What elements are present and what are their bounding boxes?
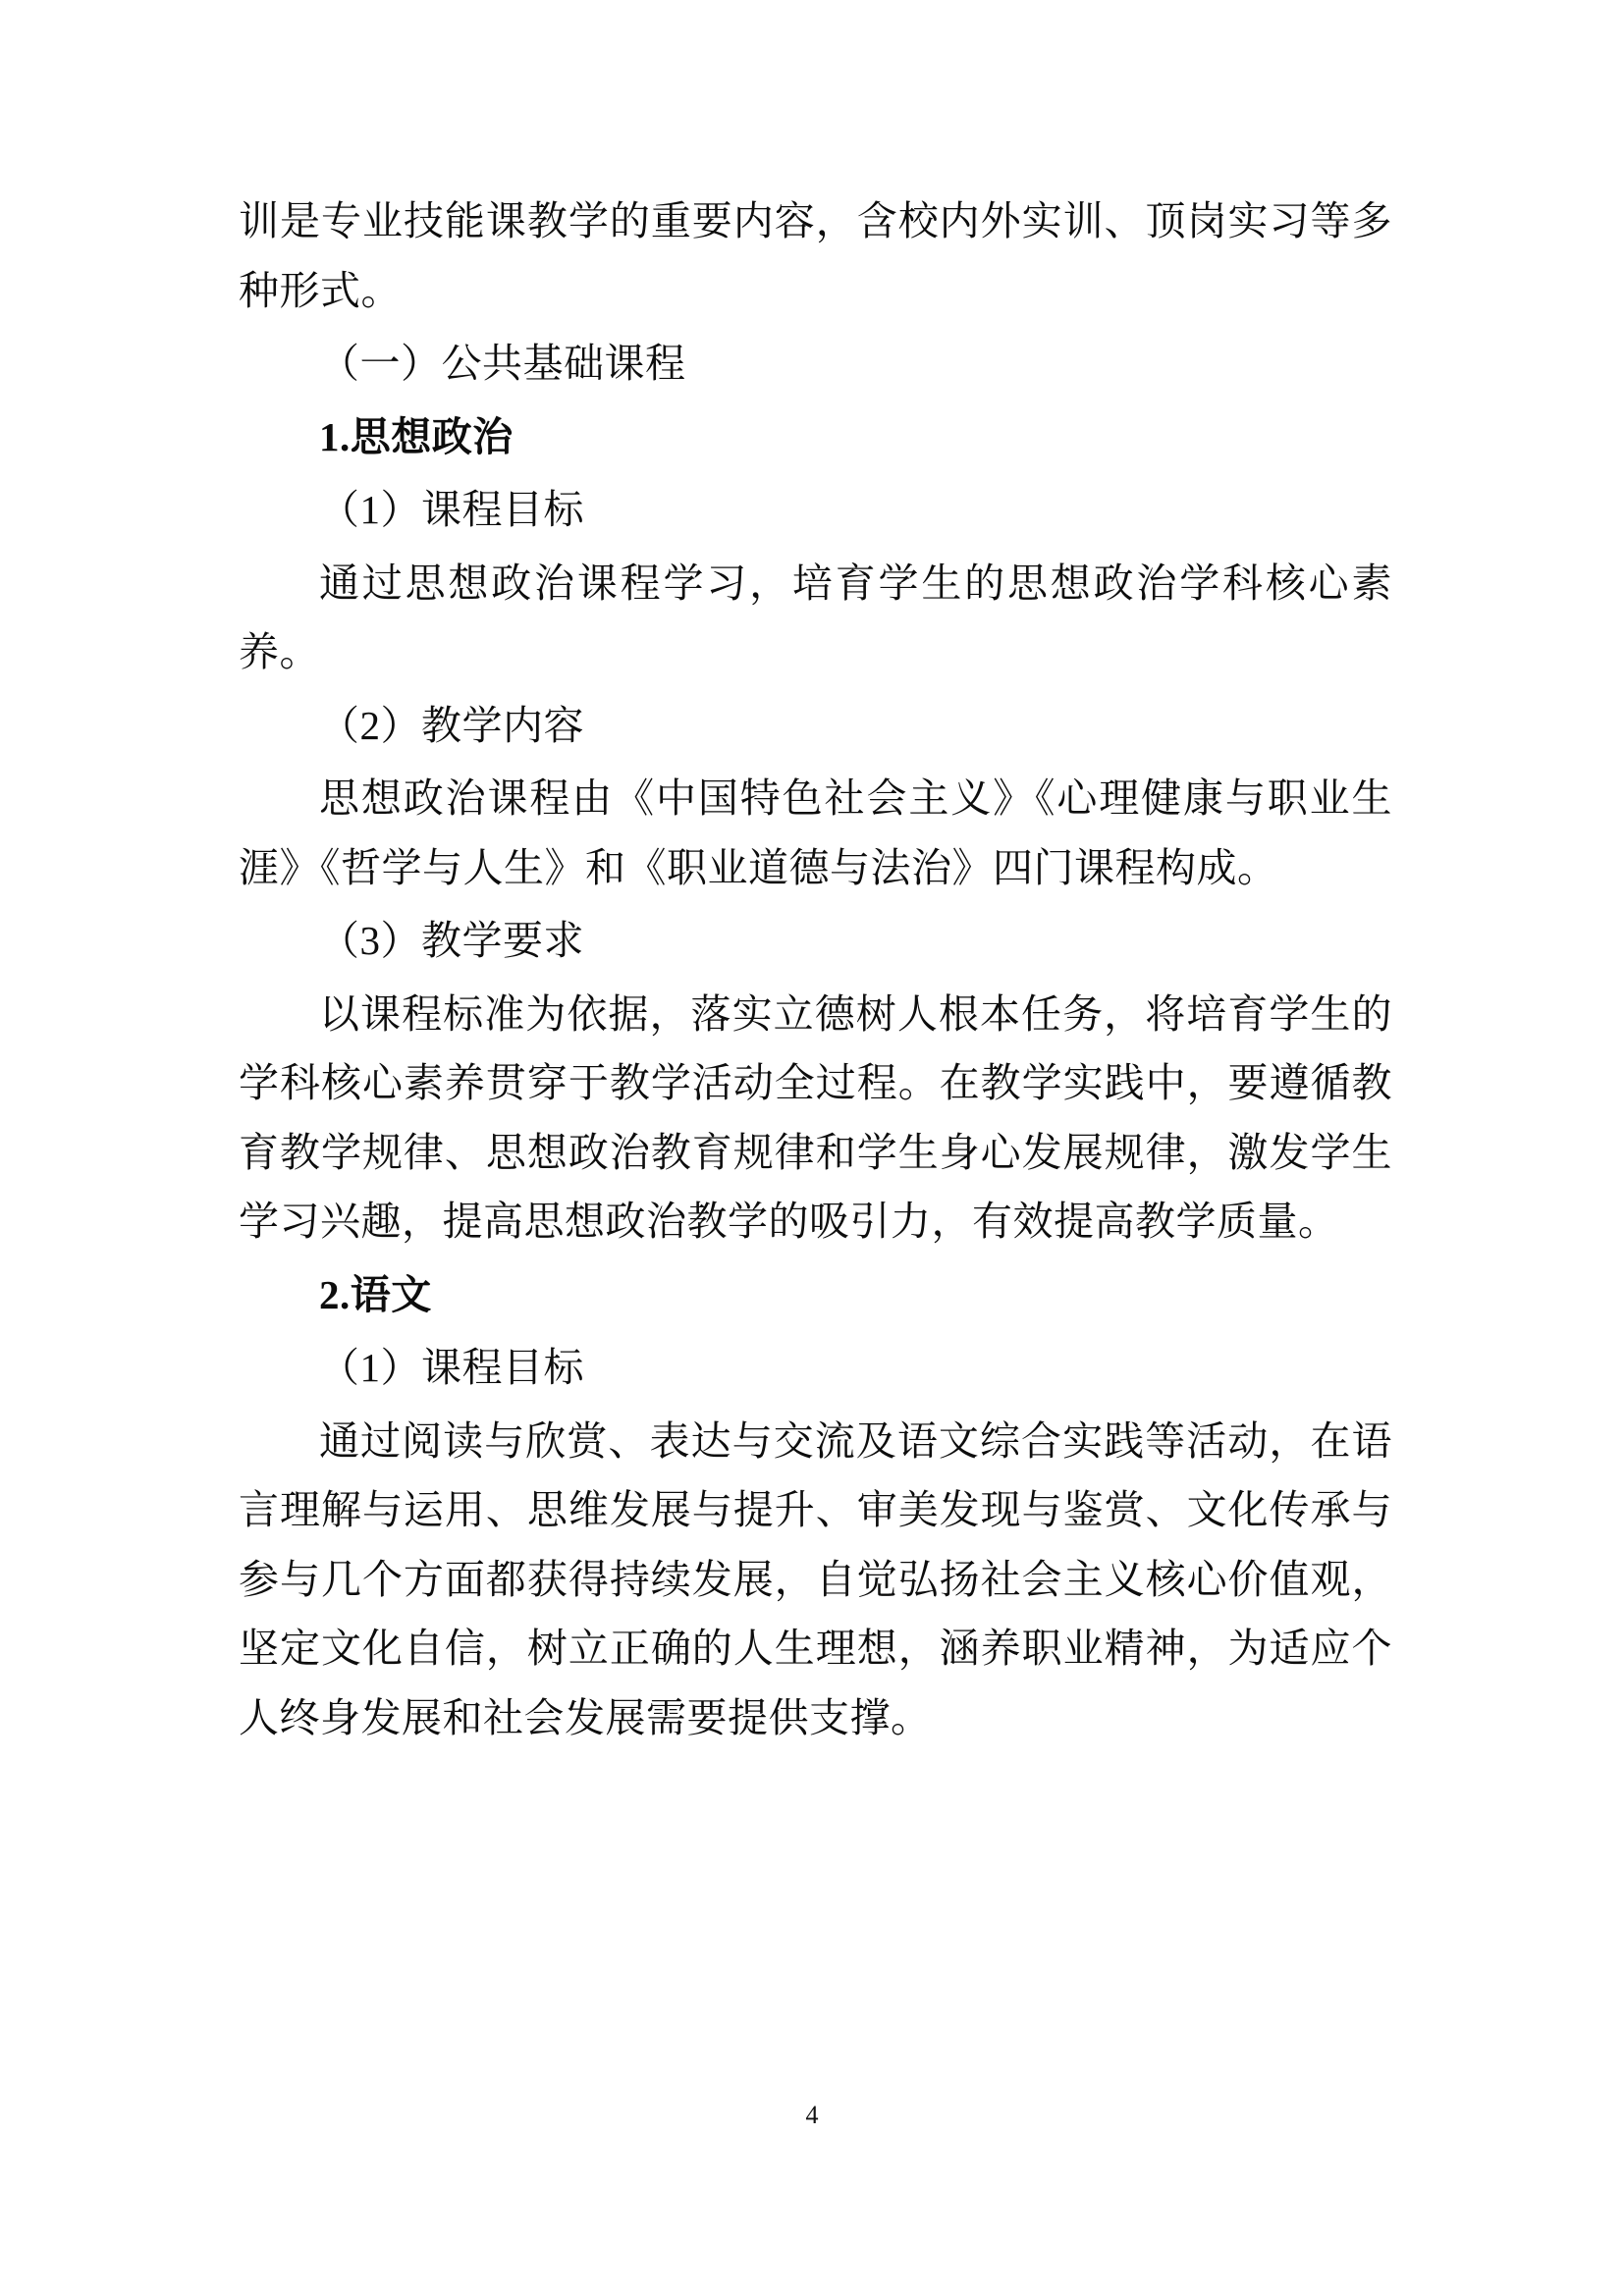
paragraph-teaching-content-body: 思想政治课程由《中国特色社会主义》《心理健康与职业生涯》《哲学与人生》和《职业道德与法治》四门课程构成。 xyxy=(239,775,1392,890)
paragraph-course-objectives-2-body: 通过阅读与欣赏、表达与交流及语文综合实践等活动，在语言理解与运用、思维发展与提升、审美发现与鉴赏、文化传承与参与几个方面都获得持续发展，自觉弘扬社会主义核心价值观，坚定文化自信，树立正确的人生理想，涵养职业精神，为适应个人终身发展和社会发展需要提供支撑。 xyxy=(239,1417,1392,1740)
paragraph-continuation: 训是专业技能课教学的重要内容，含校内外实训、顶岗实习等多种形式。 xyxy=(239,198,1392,313)
item-heading-course-objectives-1: （1）课程目标 xyxy=(319,487,584,533)
item-heading-teaching-content: （2）教学内容 xyxy=(319,702,584,748)
page-number: 4 xyxy=(805,2101,819,2129)
page-body xyxy=(239,187,1392,1756)
subsection-heading-ideology-politics: 1.思想政治 xyxy=(319,413,514,459)
paragraph-teaching-requirements-body: 以课程标准为依据，落实立德树人根本任务，将培育学生的学科核心素养贯穿于教学活动全过程。在教学实践中，要遵循教育教学规律、思想政治教育规律和学生身心发展规律，激发学生学习兴趣，提高思想政治教学的吸引力，有效提高教学质量。 xyxy=(239,990,1392,1245)
paragraph-course-objectives-1-body: 通过思想政治课程学习，培育学生的思想政治学科核心素养。 xyxy=(239,560,1392,675)
item-heading-teaching-requirements: （3）教学要求 xyxy=(319,918,584,964)
section-heading-public-basic-courses: （一）公共基础课程 xyxy=(319,341,686,387)
subsection-heading-chinese-language: 2.语文 xyxy=(319,1271,432,1317)
item-heading-course-objectives-2: （1）课程目标 xyxy=(319,1345,584,1391)
